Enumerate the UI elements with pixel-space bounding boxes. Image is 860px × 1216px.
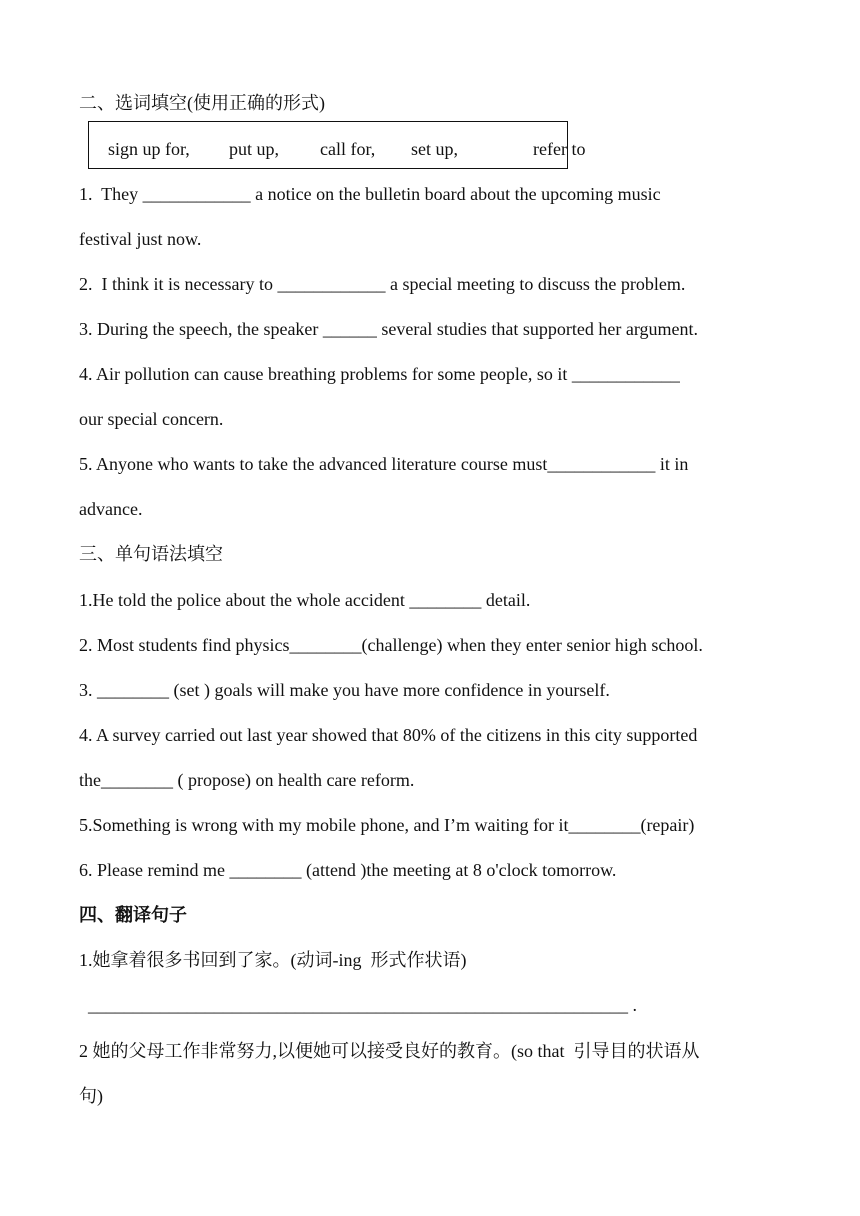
question-text: 5. Anyone who wants to take the advanced literature course must____________ it in xyxy=(79,454,689,474)
question-text: 4. A survey carried out last year showed that 80% of the citizens in this city supported xyxy=(79,725,698,745)
question-text: 1.她拿着很多书回到了家。(动词-ing 形式作状语) xyxy=(79,950,467,970)
question-text: 3. During the speech, the speaker ______ several studies that supported her argument. xyxy=(79,319,698,339)
question-text: 2. I think it is necessary to ____________ a special meeting to discuss the problem. xyxy=(79,274,686,294)
question-text: 2. Most students find physics________(challenge) when they enter senior high school. xyxy=(79,635,703,655)
section-4-heading: 四、翻译句子 xyxy=(79,905,187,925)
question-text: the________ ( propose) on health care reform. xyxy=(79,770,415,790)
question-text: 5.Something is wrong with my mobile phone, and I’m waiting for it________(repair) xyxy=(79,815,695,835)
question-text: 句) xyxy=(79,1086,103,1106)
question-text: our special concern. xyxy=(79,409,224,429)
question-text: 1.He told the police about the whole accident ________ detail. xyxy=(79,590,531,610)
word-bank-item: refer to xyxy=(533,139,586,159)
answer-line: ____________________________________________________________ . xyxy=(88,995,637,1015)
question-text: festival just now. xyxy=(79,229,202,249)
word-bank-item: put up, xyxy=(229,139,280,159)
word-bank-item: sign up for, xyxy=(108,139,190,159)
section-2-heading: 二、选词填空(使用正确的形式) xyxy=(79,93,325,113)
question-text: 3. ________ (set ) goals will make you have more confidence in yourself. xyxy=(79,680,610,700)
question-text: advance. xyxy=(79,499,143,519)
question-text: 6. Please remind me ________ (attend )the meeting at 8 o'clock tomorrow. xyxy=(79,860,617,880)
question-text: 1. They ____________ a notice on the bulletin board about the upcoming music xyxy=(79,184,661,204)
word-bank-item: set up, xyxy=(411,139,458,159)
section-3-heading: 三、单句语法填空 xyxy=(79,544,223,564)
word-bank-item: call for, xyxy=(320,139,376,159)
question-text: 4. Air pollution can cause breathing problems for some people, so it ____________ xyxy=(79,364,680,384)
question-text: 2 她的父母工作非常努力,以便她可以接受良好的教育。(so that 引导目的状语从 xyxy=(79,1041,700,1061)
